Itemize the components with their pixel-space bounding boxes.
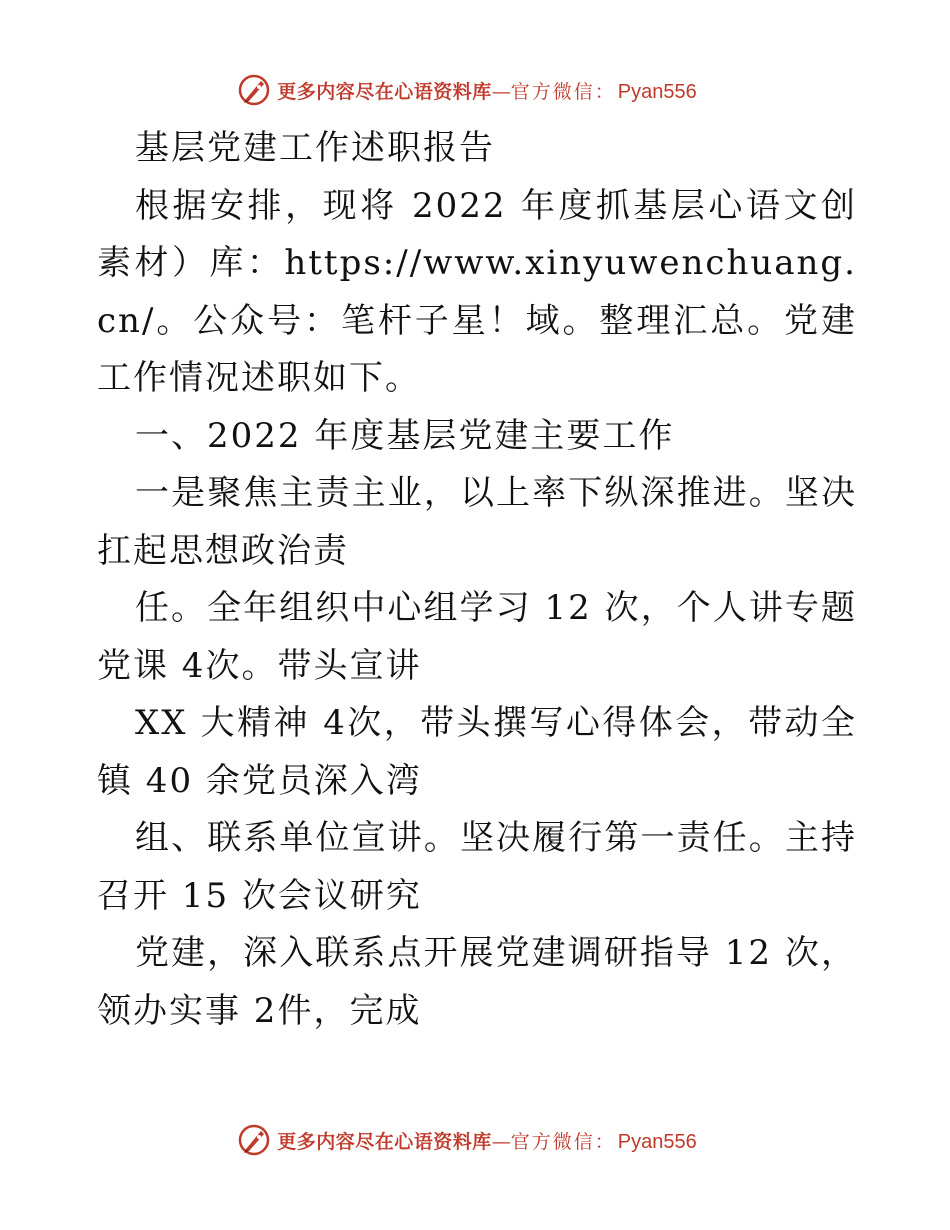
banner-wechat-label: 官方微信： (510, 80, 616, 103)
paragraph-item: 任。全年组织中心组学习 12 次，个人讲专题党课 4次。带头宣讲 (97, 588, 857, 686)
paragraph-item: 一是聚焦主责主业，以上率下纵深推进。坚决扛起思想政治责 (97, 473, 857, 571)
banner-main-text: 更多内容尽在心语资料库 (277, 1130, 492, 1153)
banner-main-text: 更多内容尽在心语资料库 (277, 80, 492, 103)
header-banner-text (277, 77, 697, 104)
paragraph-item: 组、联系单位宣讲。坚决履行第一责任。主持召开 15 次会议研究 (97, 818, 857, 916)
footer-banner-text (277, 1127, 697, 1154)
banner-dash: — (491, 1130, 511, 1153)
banner-dash: — (491, 80, 511, 103)
paragraph-item: 党建，深入联系点开展党建调研指导 12 次，领办实事 2件，完成 (97, 933, 857, 1031)
banner-wechat-id: Pyan556 (617, 1130, 697, 1153)
quill-pen-logo-icon (237, 1123, 271, 1157)
banner-wechat-label: 官方微信： (510, 1130, 616, 1153)
paragraph-intro: 根据安排，现将 2022 年度抓基层心语文创素材）库：https://www.xinyuwenchuang.cn/。公众号：笔杆子星！域。整理汇总。党建工作情况述职如下。 (97, 185, 857, 398)
header-banner (0, 70, 950, 110)
paragraph-item: XX 大精神 4次，带头撰写心得体会，带动全镇 40 余党员深入湾 (97, 703, 857, 801)
footer-banner (0, 1120, 950, 1160)
banner-wechat-id: Pyan556 (617, 80, 697, 103)
document-title: 基层党建工作述职报告 (135, 128, 495, 168)
document-body (97, 120, 857, 1040)
header-banner-content (237, 73, 697, 107)
section-heading: 一、2022 年度基层党建主要工作 (135, 415, 675, 456)
footer-banner-content (237, 1123, 697, 1157)
quill-pen-logo-icon (237, 73, 271, 107)
